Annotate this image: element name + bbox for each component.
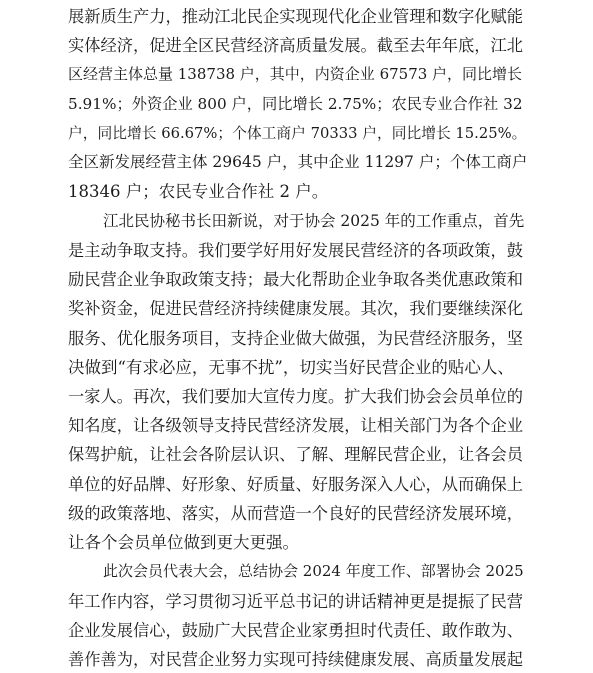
text-line: 让各个会员单位做到更大更强。 <box>68 533 299 553</box>
text-line: 一家人。再次，我们要加大宣传力度。扩大我们协会会员单位的 <box>68 386 523 406</box>
text-line: 决做到“有求必应，无事不扰”，切实当好民营企业的贴心人、 <box>68 357 514 377</box>
text-line: 实体经济，促进全区民营经济高质量发展。截至去年年底，江北 <box>68 36 523 56</box>
text-line: 单位的好品牌、好形象、好质量、好服务深入人心，从而确保上 <box>68 474 523 494</box>
text-line: 奖补资金，促进民营经济持续健康发展。其次，我们要继续深化 <box>68 299 523 319</box>
text-line: 18346 户；农民专业合作社 2 户。 <box>68 182 329 202</box>
text-line: 善作善为，对民营企业努力实现可持续健康发展、高质量发展起 <box>68 650 523 669</box>
text-line: 展新质生产力，推动江北民企实现现代化企业管理和数字化赋能 <box>68 7 523 26</box>
text-line: 是主动争取支持。我们要学好用好发展民营经济的各项政策，鼓 <box>68 240 523 260</box>
text-line: 全区新发展经营主体 29645 户，其中企业 11297 户；个体工商户 <box>68 153 528 172</box>
text-line: 级的政策落地、落实，从而营造一个良好的民营经济发展环境， <box>68 503 523 523</box>
text-line: 知名度，让各级领导支持民营经济发展，让相关部门为各个企业 <box>68 416 523 436</box>
paragraph-first-line: 江北民协秘书长田新说，对于协会 2025 年的工作重点，首先 <box>103 211 525 230</box>
text-line: 年工作内容，学习贯彻习近平总书记的讲话精神更是提振了民营 <box>68 591 523 611</box>
text-line: 户，同比增长 66.67%；个体工商户 70333 户，同比增长 15.25%。 <box>68 124 527 142</box>
text-line: 5.91%；外资企业 800 户，同比增长 2.75%；农民专业合作社 32 <box>68 94 523 113</box>
text-line: 区经营主体总量 138738 户，其中，内资企业 67573 户，同比增长 <box>68 65 523 84</box>
paragraph-first-line: 此次会员代表大会，总结协会 2024 年度工作、部署协会 2025 <box>103 562 524 581</box>
text-line: 企业发展信心，鼓励广大民营企业家勇担时代责任、敢作敢为、 <box>68 620 523 640</box>
text-line: 服务、优化服务项目，支持企业做大做强，为民营经济服务，坚 <box>68 328 523 348</box>
text-line: 保驾护航，让社会各阶层认识、了解、理解民营企业，让各会员 <box>68 445 523 465</box>
text-line: 励民营企业争取政策支持；最大化帮助企业争取各类优惠政策和 <box>68 270 523 290</box>
